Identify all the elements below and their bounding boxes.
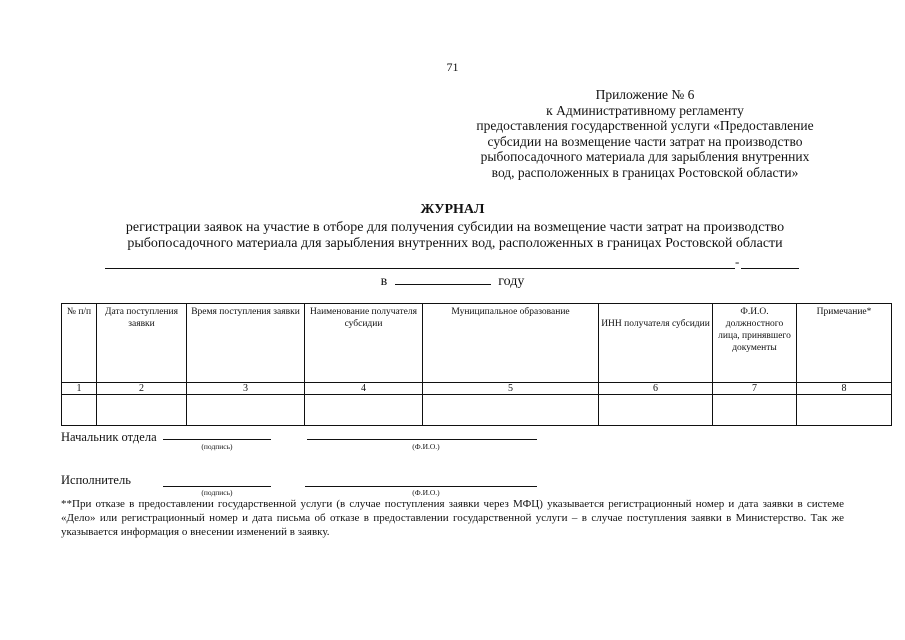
appendix-line: Приложение № 6 (595, 87, 695, 102)
executor-signature-caption: (подпись) (201, 488, 233, 497)
table-cell (423, 395, 599, 426)
executor-label: Исполнитель (61, 473, 131, 487)
column-number: 5 (423, 383, 599, 395)
footnote: **При отказе в предоставлении государственной услуги (в случае поступления заявки через МФЦ) указывается регистрационный номер и дата заявки в системе «Дело» или регистрационный номер и дата письма об отказе в предоставлении государственной услуги – в случае поступления заявки в Министерство. Так же указывается информация о внесении изменений в заявку. (61, 498, 844, 538)
period-blank-line-short (741, 258, 799, 269)
column-number: 7 (713, 383, 797, 395)
appendix-line: вод, расположенных в границах Ростовской области» (491, 164, 799, 180)
executor-name-line (305, 476, 537, 487)
column-number: 8 (797, 383, 892, 395)
column-header: Муниципальное образование (423, 304, 599, 383)
column-header: № п/п (62, 304, 97, 383)
table-cell (305, 395, 423, 426)
year-suffix: году (498, 274, 525, 289)
table-cell (713, 395, 797, 426)
year-blank (395, 272, 491, 285)
column-header: Примечание* (797, 304, 892, 383)
table-cell (599, 395, 713, 426)
journal-subtitle-line: регистрации заявок на участие в отборе для получения субсидии на возмещение части затрат на производство (125, 220, 785, 235)
table-row (62, 395, 892, 426)
executor-name-caption: (Ф.И.О.) (412, 488, 440, 497)
year-line (0, 272, 905, 290)
journal-subtitle (60, 220, 850, 252)
journal-subtitle-line: рыбопосадочного материала для зарыбления внутренних вод, расположенных в границах Ростовской области (127, 236, 783, 251)
appendix-header (440, 87, 850, 180)
head-name-caption: (Ф.И.О.) (412, 442, 440, 451)
column-number: 6 (599, 383, 713, 395)
head-of-department-label: Начальник отдела (61, 430, 157, 444)
column-number: 2 (97, 383, 187, 395)
table-header-row (62, 304, 892, 383)
period-blank-line (105, 258, 735, 269)
journal-table (61, 303, 892, 426)
head-signature-line (163, 429, 271, 440)
table-cell (187, 395, 305, 426)
page-number: 71 (446, 60, 459, 74)
appendix-line: рыбопосадочного материала для зарыбления внутренних (480, 149, 810, 164)
column-header: Дата поступления заявки (97, 304, 187, 383)
appendix-line: субсидии на возмещение части затрат на производство (487, 133, 803, 149)
column-number: 3 (187, 383, 305, 395)
column-header: ИНН получателя субсидии (599, 304, 713, 383)
year-prefix: в (380, 274, 388, 289)
table-cell (62, 395, 97, 426)
head-name-line (307, 429, 537, 440)
head-signature-caption: (подпись) (201, 442, 233, 451)
appendix-line: предоставления государственной услуги «Предоставление (476, 118, 814, 133)
column-header: Ф.И.О. должностного лица, принявшего документы (713, 304, 797, 383)
column-header: Наименование получателя субсидии (305, 304, 423, 383)
table-cell (97, 395, 187, 426)
journal-title: ЖУРНАЛ (420, 202, 485, 217)
executor-signature-line (163, 476, 271, 487)
period-dash: - (735, 254, 740, 269)
column-number: 4 (305, 383, 423, 395)
column-number-row (62, 383, 892, 395)
appendix-line: к Административному регламенту (546, 102, 744, 118)
column-header: Время поступления заявки (187, 304, 305, 383)
column-number: 1 (62, 383, 97, 395)
table-cell (797, 395, 892, 426)
